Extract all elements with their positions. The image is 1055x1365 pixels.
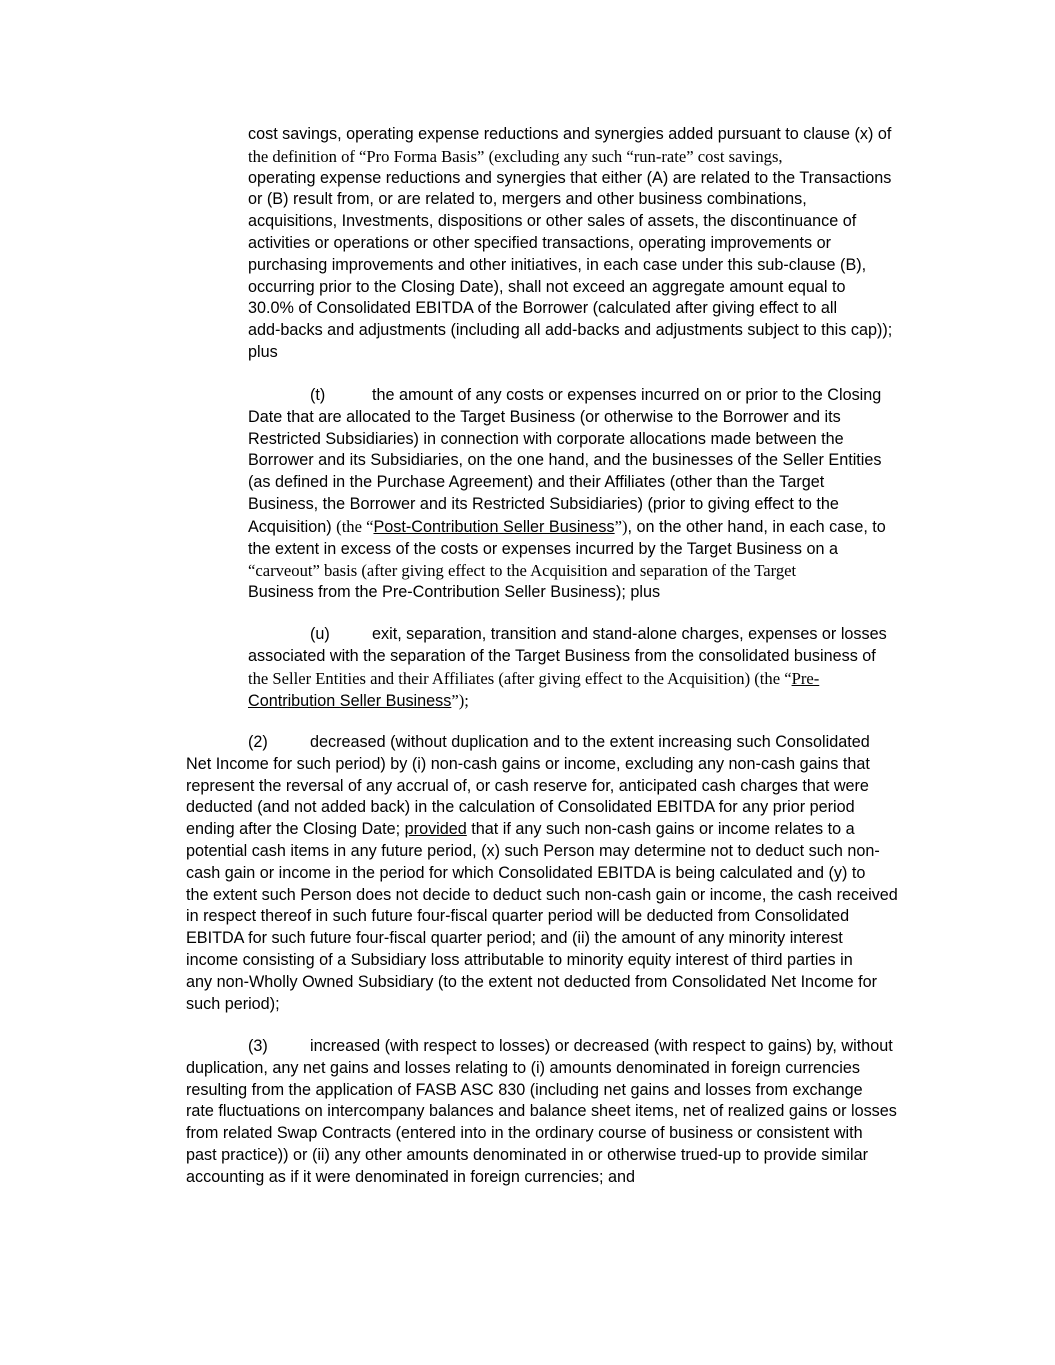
text-line: 30.0% of Consolidated EBITDA of the Borrower (calculated after giving effect to all [248,299,838,318]
text-line: “carveout” basis (after giving effect to the Acquisition and separation of the Target [248,561,797,581]
text-line: associated with the separation of the Target Business from the consolidated business of [248,646,876,665]
text-span: (the “ [336,516,374,536]
clause-number: (t) [310,386,326,404]
text-line: plus [248,342,278,361]
text-line: represent the reversal of any accrual of, or cash reserve for, anticipated cash charges that were [186,776,869,795]
defined-term: provided [404,820,467,839]
text-line [248,385,938,407]
text-line: cash gain or income in the period for which Consolidated EBITDA is being calculated and (y) to [186,863,866,882]
clause-number: (2) [248,733,268,751]
text-span: exit, separation, transition and stand-alone charges, expenses or losses [372,625,887,643]
text-line: the definition of “Pro Forma Basis” (excluding any such “run-rate” cost savings, [248,146,783,166]
text-line [248,690,938,713]
text-span: ”); [451,691,469,711]
text-line: such period); [186,994,280,1013]
paragraph-3 [186,1036,938,1189]
paragraph-s-continuation [248,124,938,364]
text-line: deducted (and not added back) in the calculation of Consolidated EBITDA for any prior period [186,798,855,817]
text-line [248,516,938,539]
clause-number: (u) [310,625,330,643]
text-line: activities or operations or other specified transactions, operating improvements or [248,233,832,252]
text-line: the extent such Person does not decide to deduct such non-cash gain or income, the cash received [186,885,898,904]
text-line: in respect thereof in such future four-fiscal quarter period will be deducted from Consolidated [186,907,850,926]
text-line: Restricted Subsidiaries) in connection with corporate allocations made between the [248,429,844,448]
text-line: purchasing improvements and other initiatives, in each case under this sub-clause (B), [248,255,867,274]
text-line: cost savings, operating expense reductions and synergies added pursuant to clause (x) of [248,125,892,143]
text-line: from related Swap Contracts (entered into in the ordinary course of business or consistent with [186,1124,863,1143]
text-line: occurring prior to the Closing Date), shall not exceed an aggregate amount equal to [248,277,846,296]
text-line: Business, the Borrower and its Restricted Subsidiaries) (prior to giving effect to the [248,494,839,513]
text-line: Net Income for such period) by (i) non-cash gains or income, excluding any non-cash gains that [186,754,870,773]
text-line: add-backs and adjustments (including all add-backs and adjustments subject to this cap)); [248,321,893,340]
text-span: that if any such non-cash gains or income relates to a [466,820,855,839]
text-line: operating expense reductions and synergies that either (A) are related to the Transactions [248,168,892,187]
text-line: (as defined in the Purchase Agreement) and their Affiliates (other than the Target [248,473,825,492]
text-line: duplication, any net gains and losses relating to (i) amounts denominated in foreign currencies [186,1058,860,1077]
defined-term: Post-Contribution Seller Business [373,517,615,536]
text-line: rate fluctuations on intercompany balances and balance sheet items, net of realized gains or losses [186,1102,897,1121]
text-span: decreased (without duplication and to the extent increasing such Consolidated [310,733,870,751]
text-line: any non-Wholly Owned Subsidiary (to the extent not deducted from Consolidated Net Income for [186,972,878,991]
text-span: ”) [614,516,628,536]
paragraph-2 [186,732,938,1015]
text-line: EBITDA for such future four-fiscal quarter period; and (ii) the amount of any minority interest [186,929,843,948]
text-line: potential cash items in any future period, (x) such Person may determine not to deduct such non- [186,841,880,860]
text-span: the amount of any costs or expenses incurred on or prior to the Closing [372,386,882,404]
text-line: past practice)) or (ii) any other amounts denominated in or otherwise trued-up to provide similar [186,1145,868,1164]
text-line [186,1036,938,1058]
text-line: resulting from the application of FASB ASC 830 (including net gains and losses from exchange [186,1080,863,1099]
text-line [248,668,938,691]
text-line: Business from the Pre-Contribution Seller Business); plus [248,583,661,602]
defined-term: Pre- [791,668,820,688]
text-line: Borrower and its Subsidiaries, on the one hand, and the businesses of the Seller Entities [248,451,882,470]
paragraph-u [248,624,938,713]
text-span: , on the other hand, in each case, to [627,517,886,536]
text-line [186,819,938,841]
paragraph-t [248,385,938,604]
text-line [186,732,938,754]
text-span: the Seller Entities and their Affiliates (after giving effect to the Acquisition) (the “ [248,668,792,688]
text-line: the extent in excess of the costs or expenses incurred by the Target Business on a [248,539,838,558]
text-line [248,624,938,646]
text-line: or (B) result from, or are related to, mergers and other business combinations, [248,190,807,209]
text-span: ending after the Closing Date; [186,820,405,839]
clause-number: (3) [248,1037,268,1055]
text-line: acquisitions, Investments, dispositions or other sales of assets, the discontinuance of [248,212,857,231]
text-span: increased (with respect to losses) or decreased (with respect to gains) by, without [310,1037,893,1055]
text-line: income consisting of a Subsidiary loss attributable to minority equity interest of third parties in [186,950,853,969]
text-line: accounting as if it were denominated in foreign currencies; and [186,1167,636,1186]
defined-term: Contribution Seller Business [248,692,452,711]
text-span: Acquisition) [248,517,337,536]
text-line: Date that are allocated to the Target Business (or otherwise to the Borrower and its [248,407,841,426]
